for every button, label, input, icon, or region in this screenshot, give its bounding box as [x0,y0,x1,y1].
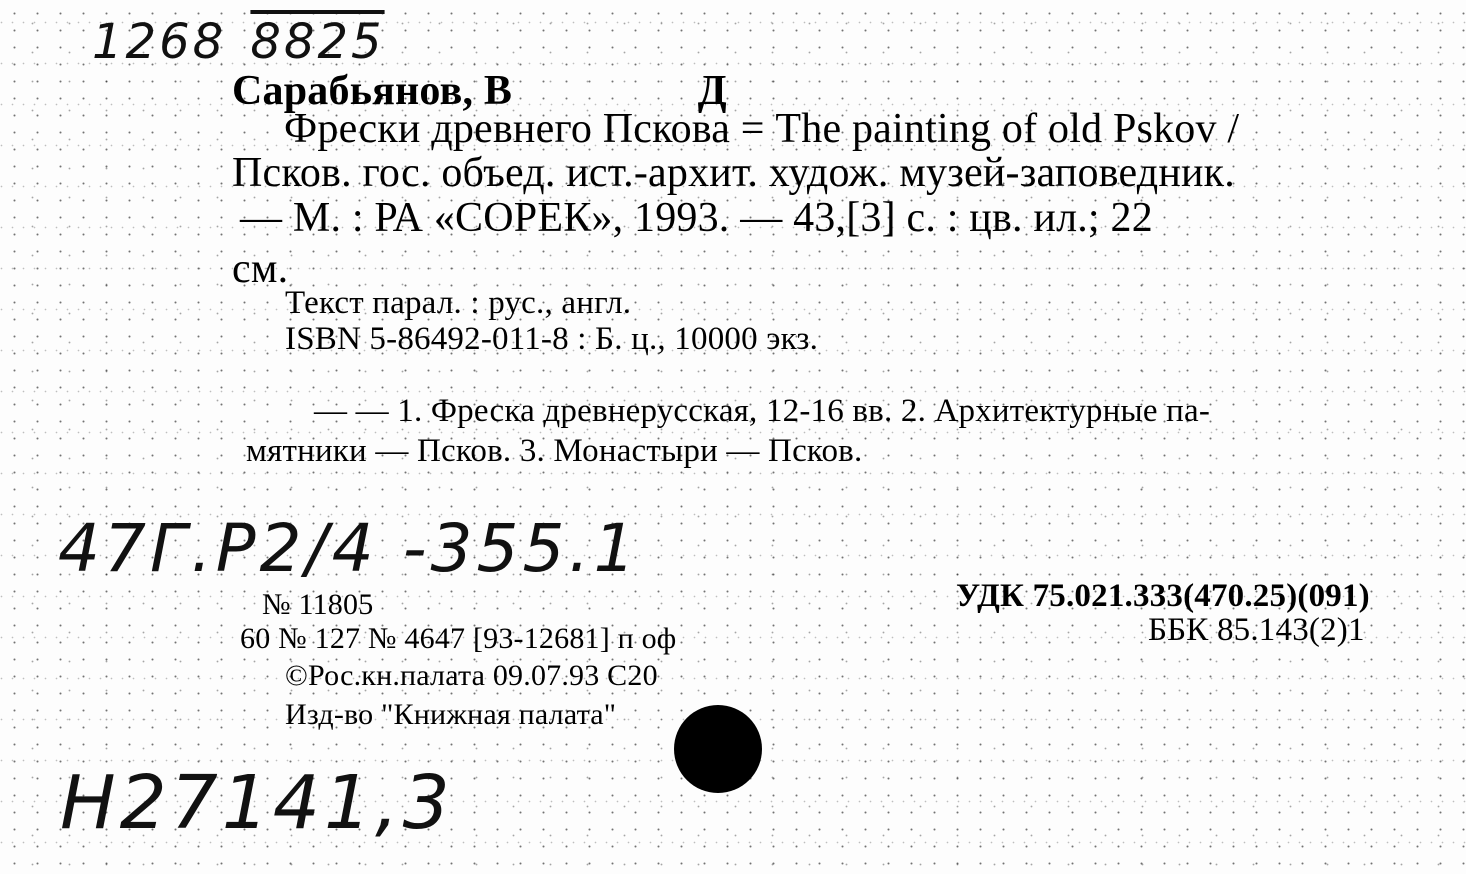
handwritten-top-number [92,14,385,70]
handwritten-top-number-2: 8825 [250,14,385,70]
handwritten-top-number-1: 1268 [92,14,227,70]
printing-line: 60 № 127 № 4647 [93-12681] п оф [240,622,677,655]
title-line-1: Фрески древнего Пскова = The painting of old Pskov / [284,106,1240,152]
publisher-line: Изд-во "Книжная палата" [285,698,617,731]
imprint-line-2: см. [232,246,289,292]
copyright-line: ©Рос.кн.палата 09.07.93 С20 [285,659,658,692]
title-line-2: Псков. гос. объед. ист.-архит. худож. музей-заповедник. [232,150,1235,196]
author-initial: Д [697,68,727,114]
subjects-line-2: мятники — Псков. 3. Монастыри — Псков. [246,433,863,469]
imprint-line-1: — М. : РА «СОРЕК», 1993. — 43,[3] с. : цв. ил.; 22 [240,195,1153,241]
record-number: № 11805 [262,588,374,621]
bbk-code: ББК 85.143(2)1 [1148,612,1365,648]
handwritten-inventory: Н27141,3 [60,760,454,846]
isbn-line: ISBN 5-86492-011-8 : Б. ц., 10000 экз. [285,321,819,357]
note-text: Текст парал. : рус., англ. [285,285,632,321]
udk-code: УДК 75.021.333(470.25)(091) [956,578,1370,614]
handwritten-shelf-mark: 47Г.Р2/4 -355.1 [58,510,640,587]
punch-hole [674,705,762,793]
author-surname: Сарабьянов, В [232,68,513,114]
subjects-line-1: — — 1. Фреска древнерусская, 12-16 вв. 2. Архитектурные па- [314,393,1211,429]
